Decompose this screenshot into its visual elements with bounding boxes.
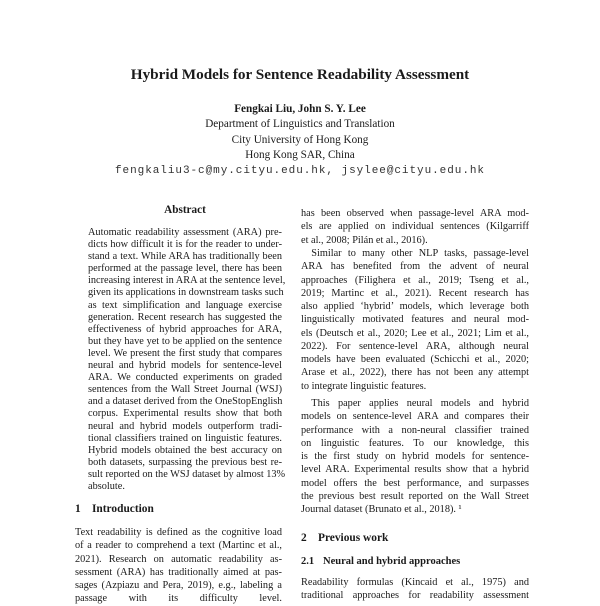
- text-line: tional classifiers trained on linguistic features.: [88, 432, 282, 444]
- introduction-body: [75, 526, 282, 606]
- text-line: has been observed when passage-level ARA mod-: [301, 208, 529, 219]
- text-line: given its applications in downstream tasks such: [88, 287, 284, 299]
- text-line: This paper applies neural models and hybrid: [301, 398, 529, 409]
- text-line: effectiveness of hybrid approaches for ARA,: [88, 323, 282, 335]
- section-heading-introduction: [75, 503, 154, 515]
- text-line: els are applied on individual sentences (Kilgarriff: [301, 221, 529, 233]
- text-line: is the first study on hybrid models for sentence-: [301, 451, 529, 462]
- text-line: Journal dataset (Brunato et al., 2018). ¹: [301, 504, 462, 515]
- text-line: as text simplification and language exercise: [88, 299, 282, 311]
- text-line: level. We present the first study that compares: [88, 347, 282, 359]
- text-line: ARA. We conducted experiments on graded: [88, 372, 282, 384]
- text-line: sentences from the Wall Street Journal (WSJ): [88, 384, 282, 396]
- text-line: 2021). Research on automatic readability as-: [75, 553, 282, 565]
- text-line: performed at the passage level, there has been: [88, 263, 282, 275]
- text-line: sessment (ARA) has traditionally aimed at pas-: [75, 566, 282, 578]
- paragraph-continued: [301, 207, 529, 247]
- paragraph-nlp-tasks: [301, 247, 529, 393]
- text-line: corpus. Experimental results show that both: [88, 408, 282, 420]
- text-line: and a dataset derived from the OneStopEnglish: [88, 396, 283, 408]
- text-line: Text readability is defined as the cognitive load: [75, 527, 282, 538]
- text-line: but they have yet to be applied on the sentence: [88, 335, 282, 347]
- paragraph-contribution: [301, 397, 529, 516]
- text-line: Hybrid models obtained the best accuracy on: [88, 444, 282, 456]
- text-line: model offers the best performance, and surpasses: [301, 477, 529, 489]
- text-line: to integrate linguistic features.: [301, 380, 427, 392]
- subsection-heading: [301, 556, 460, 567]
- text-line: ARA has benefited from the advent of neural: [301, 261, 529, 273]
- text-line: passage with its difficulty level.: [75, 593, 282, 605]
- text-line: sages (Azpiazu and Pera, 2019), e.g., labeling a: [75, 580, 282, 591]
- text-line: 2022). For sentence-level ARA, although neural: [301, 340, 529, 352]
- text-line: dicts how difficult it is for the reader to under-: [88, 239, 282, 251]
- subsection-number: 2.1: [301, 556, 315, 567]
- text-line: both datasets, surpassing the previous best re-: [88, 456, 282, 468]
- text-line: Readability formulas (Kincaid et al., 1975) and: [301, 577, 529, 588]
- abstract-heading: Abstract: [164, 204, 206, 216]
- section-title: Introduction: [92, 503, 154, 515]
- affiliation-department: Department of Linguistics and Translation: [205, 118, 395, 130]
- text-line: Similar to many other NLP tasks, passage-level: [301, 248, 529, 259]
- text-line: Arase et al., 2022), there has not been any attempt: [301, 367, 529, 379]
- authors: Fengkai Liu, John S. Y. Lee: [234, 103, 366, 115]
- affiliation-university: City University of Hong Kong: [231, 134, 369, 146]
- section-number: 1: [75, 503, 81, 515]
- paper-title: Hybrid Models for Sentence Readability Assessment: [130, 66, 470, 83]
- section-title: Previous work: [318, 532, 389, 544]
- text-line: neural and hybrid models outperform tradi-: [88, 420, 282, 432]
- text-line: els (Deutsch et al., 2020; Lee et al., 2021; Lim et al.,: [301, 327, 529, 339]
- text-line: of a reader to comprehend a text (Martinc et al.,: [75, 540, 282, 552]
- text-line: models on sentence-level ARA and compares their: [301, 411, 529, 423]
- text-line: performance with a non-neural classifier trained: [301, 424, 529, 436]
- text-line: on linguistic features. To our knowledge, this: [301, 437, 529, 449]
- subsection-title: Neural and hybrid approaches: [323, 556, 461, 567]
- section-number: 2: [301, 532, 307, 544]
- text-line: 2019; Martinc et al., 2021). Recent research has: [301, 287, 529, 299]
- text-line: the previous best result reported on the Wall Street: [301, 490, 529, 502]
- affiliation-region: Hong Kong SAR, China: [245, 149, 355, 161]
- text-line: generation. Recent research has suggested the: [88, 311, 282, 323]
- text-line: models have been evaluated (Schicchi et al., 2020;: [301, 354, 529, 365]
- text-line: linguistically motivated features and neural mod-: [301, 314, 529, 326]
- text-line: sult reported on the WSJ dataset by almost 13%: [88, 468, 286, 480]
- text-line: increasing interest in ARA at the sentence level,: [88, 275, 286, 287]
- text-line: neural and hybrid models for sentence-level: [88, 360, 282, 372]
- text-line: Automatic readability assessment (ARA) pre-: [88, 227, 282, 238]
- text-line: et al., 2008; Pilán et al., 2016).: [301, 234, 428, 246]
- section-heading-previous-work: [301, 532, 388, 544]
- text-line: approaches (Filighera et al., 2019; Tseng et al.,: [301, 274, 529, 286]
- paragraph-readability-formulas: [301, 576, 529, 603]
- text-line: stand a text. While ARA has traditionally been: [88, 251, 282, 263]
- abstract-body: [88, 227, 286, 493]
- author-emails: fengkaliu3-c@my.cityu.edu.hk, jsylee@cityu.edu.hk: [114, 165, 485, 177]
- text-line: level ARA. Experimental results show that a hybrid: [301, 464, 529, 476]
- text-line: traditional approaches for readability assessment: [301, 590, 529, 602]
- text-line: also applied ‘hybrid’ models, which leverage both: [301, 301, 529, 312]
- text-line: absolute.: [88, 480, 125, 492]
